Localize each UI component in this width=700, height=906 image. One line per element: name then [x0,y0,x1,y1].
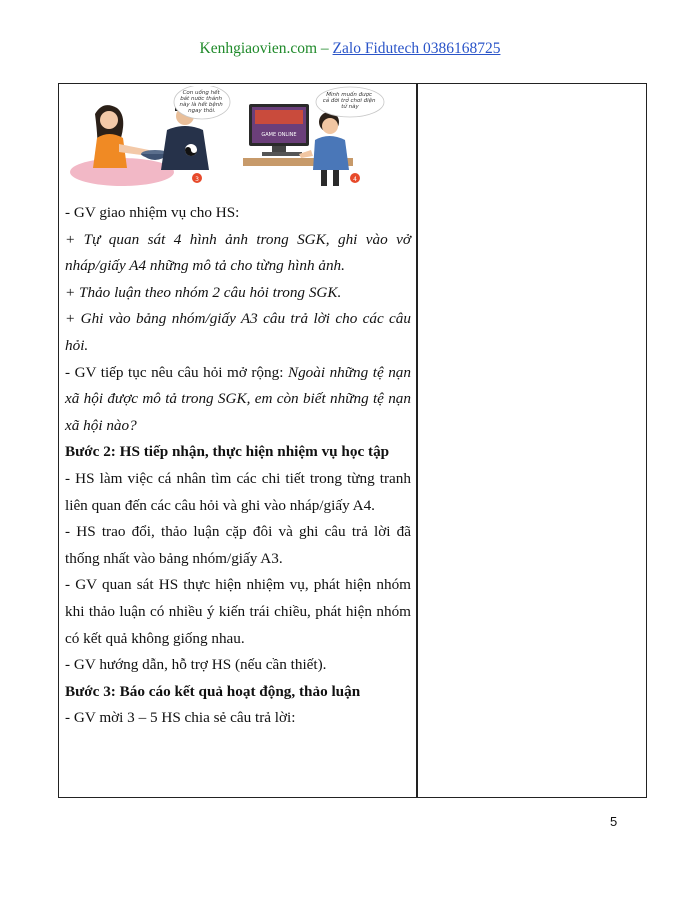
bubble-left-line-3: này là hết bệnh [179,102,223,108]
sgk-illustration [67,86,407,190]
activity-content [65,200,411,732]
step-2-pair: - HS trao đổi, thảo luận cặp đôi và ghi câu trả lời đã thống nhất vào bảng nhóm/giấy A3. [65,523,411,567]
task-item-observe: + Tự quan sát 4 hình ảnh trong SGK, ghi vào vở nháp/giấy A4 những mô tả cho từng hình ảnh. [65,230,411,275]
page-number: 5 [610,814,618,829]
bubble-left-line-1: Con uống hết [182,90,220,96]
step-3-share: - GV mời 3 – 5 HS chia sẻ câu trả lời: [65,709,296,727]
step-3-heading: Bước 3: Báo cáo kết quả hoạt động, thảo luận [65,682,361,700]
activity-cell [58,83,418,798]
extended-question [65,360,411,440]
extended-question-text: Ngoài những tệ nạn xã hội được mô tả trong SGK, em còn biết những tệ nạn xã hội nào? [65,363,411,434]
product-cell [416,83,647,798]
bubble-left-line-4: ngay thôi. [188,108,216,114]
site-name: Kenhgiaovien.com [199,40,318,57]
bubble-left-line-2: bát nước thánh [180,96,223,102]
illustration-number-4: 4 [353,176,357,183]
header-separator: – [320,40,329,57]
bubble-right-line-1: Mình muốn được [326,92,373,98]
bubble-right-line-2: cả đời trở chơi điện [322,98,376,104]
task-item-discuss: + Thảo luận theo nhóm 2 câu hỏi trong SGK. [65,283,342,301]
step-2-individual: - HS làm việc cá nhân tìm các chi tiết trong từng tranh liên quan đến các câu hỏi và ghi vào nháp/giấy A4. [65,469,411,514]
step-2-heading: Bước 2: HS tiếp nhận, thực hiện nhiệm vụ học tập [65,443,390,461]
task-intro: - GV giao nhiệm vụ cho HS: [65,204,240,221]
illustration-number-3: 3 [195,176,199,183]
task-item-write: + Ghi vào bảng nhóm/giấy A3 câu trả lời cho các câu hỏi. [65,310,411,354]
page-header [0,40,700,58]
step-2-observe: - GV quan sát HS thực hiện nhiệm vụ, phát hiện nhóm khi thảo luận có nhiều ý kiến trái chiều, phát hiện nhóm có kết quả không giống nhau. [65,576,411,647]
step-2-support: - GV hướng dẫn, hỗ trợ HS (nếu cần thiết). [65,656,327,674]
bubble-right-line-3: tử này [341,104,359,110]
contact-link[interactable]: Zalo Fidutech 0386168725 [332,40,501,57]
extended-question-lead: - GV tiếp tục nêu câu hỏi mở rộng: [65,363,288,381]
screen-text: GAME ONLINE [261,132,297,138]
